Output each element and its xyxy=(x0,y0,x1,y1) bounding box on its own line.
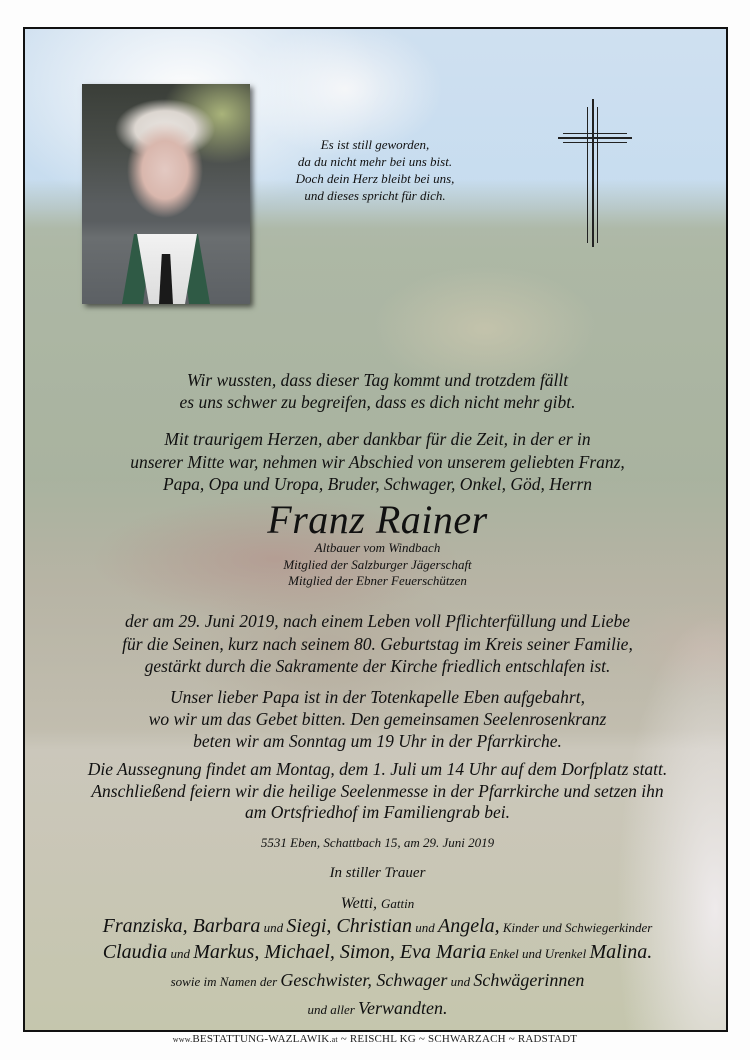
footer-tld: .at xyxy=(329,1035,338,1044)
mourner-names: Markus, Michael, Simon, Eva Maria xyxy=(193,941,486,963)
children-line xyxy=(25,914,728,940)
footer-site: BESTATTUNG-WAZLAWIK xyxy=(192,1033,330,1045)
relation-label: und aller xyxy=(307,1002,359,1017)
motto-line: Es ist still geworden, xyxy=(320,137,430,152)
text-line: Anschließend feiern wir die heilige Seelenmesse in der Pfarrkirche und setzen ihn xyxy=(91,780,664,801)
death-paragraph xyxy=(25,610,728,678)
funeral-paragraph xyxy=(25,759,728,824)
text-line: Die Aussegnung findet am Montag, dem 1. Juli um 14 Uhr auf dem Dorfplatz statt. xyxy=(87,759,668,779)
deceased-titles xyxy=(25,540,728,590)
relation-label: Kinder und Schwiegerkinder xyxy=(499,920,653,935)
relation-label: und xyxy=(447,974,474,989)
motto-line: und dieses spricht für dich. xyxy=(304,188,446,203)
motto-line: Doch dein Herz bleibt bei uns, xyxy=(295,171,455,186)
text-line: wo wir um das Gebet bitten. Den gemeinsamen Seelenrosenkranz xyxy=(148,709,607,729)
text-line: der am 29. Juni 2019, nach einem Leben voll Pflichterfüllung und Liebe xyxy=(125,611,630,631)
mourner-names: Claudia xyxy=(102,941,168,963)
motto-verse xyxy=(175,136,575,204)
mourner-names: Verwandten. xyxy=(358,998,448,1018)
relatives-line xyxy=(25,996,728,1022)
mourner-names: Angela, xyxy=(437,915,500,937)
mourner-names: Schwägerinnen xyxy=(473,970,585,990)
title-line: Mitglied der Salzburger Jägerschaft xyxy=(283,556,472,572)
footer-www: www. xyxy=(172,1035,193,1044)
text-line: unserer Mitte war, nehmen wir Abschied von unserem geliebten Franz, xyxy=(130,451,625,472)
place-and-date: 5531 Eben, Schattbach 15, am 29. Juni 2019 xyxy=(260,835,495,850)
siblings-line xyxy=(25,966,728,996)
intro-paragraph-1 xyxy=(25,369,728,413)
mourner-names: Malina. xyxy=(589,941,653,963)
relation-label: Enkel und Urenkel xyxy=(485,946,590,961)
text-line: Wir wussten, dass dieser Tag kommt und trotzdem fällt xyxy=(186,370,569,390)
text-line: am Ortsfriedhof im Familiengrab bei. xyxy=(245,802,510,822)
deceased-name: Franz Rainer xyxy=(267,497,488,542)
spouse-name: Wetti, xyxy=(340,895,378,912)
grandchildren-line xyxy=(25,940,728,966)
relation-label: sowie im Namen der xyxy=(170,974,281,989)
obituary-card xyxy=(23,27,728,1032)
mourners-list xyxy=(25,894,728,1022)
text-line: es uns schwer zu begreifen, dass es dich nicht mehr gibt. xyxy=(179,392,576,412)
intro-paragraph-2 xyxy=(25,428,728,496)
mourner-names: Franziska, Barbara xyxy=(102,915,261,937)
text-line: Papa, Opa und Uropa, Bruder, Schwager, Onkel, Göd, Herrn xyxy=(162,474,593,494)
text-line: Mit traurigem Herzen, aber dankbar für die Zeit, in der er in xyxy=(164,429,591,449)
spouse-role: Gattin xyxy=(381,896,415,911)
relation-label: und xyxy=(411,920,438,935)
motto-line: da du nicht mehr bei uns bist. xyxy=(297,154,453,169)
footer-locations: ~ REISCHL KG ~ SCHWARZACH ~ RADSTADT xyxy=(337,1033,578,1045)
spouse-line xyxy=(25,894,728,914)
title-line: Altbauer vom Windbach xyxy=(314,540,441,555)
text-line: beten wir am Sonntag um 19 Uhr in der Pfarrkirche. xyxy=(193,731,562,751)
mourner-names: Geschwister, Schwager xyxy=(280,970,448,990)
text-line: für die Seinen, kurz nach seinem 80. Geburtstag im Kreis seiner Familie, xyxy=(122,633,633,654)
mourner-names: Siegi, Christian xyxy=(286,915,412,937)
text-line: gestärkt durch die Sakramente der Kirche friedlich entschlafen ist. xyxy=(144,656,611,676)
funeral-home-footer xyxy=(0,1033,750,1045)
relation-label: und xyxy=(260,920,287,935)
title-line: Mitglied der Ebner Feuerschützen xyxy=(288,573,467,588)
mourning-heading: In stiller Trauer xyxy=(329,865,426,881)
text-line: Unser lieber Papa ist in der Totenkapelle Eben aufgebahrt, xyxy=(170,687,585,707)
wake-paragraph xyxy=(25,686,728,752)
relation-label: und xyxy=(167,946,194,961)
